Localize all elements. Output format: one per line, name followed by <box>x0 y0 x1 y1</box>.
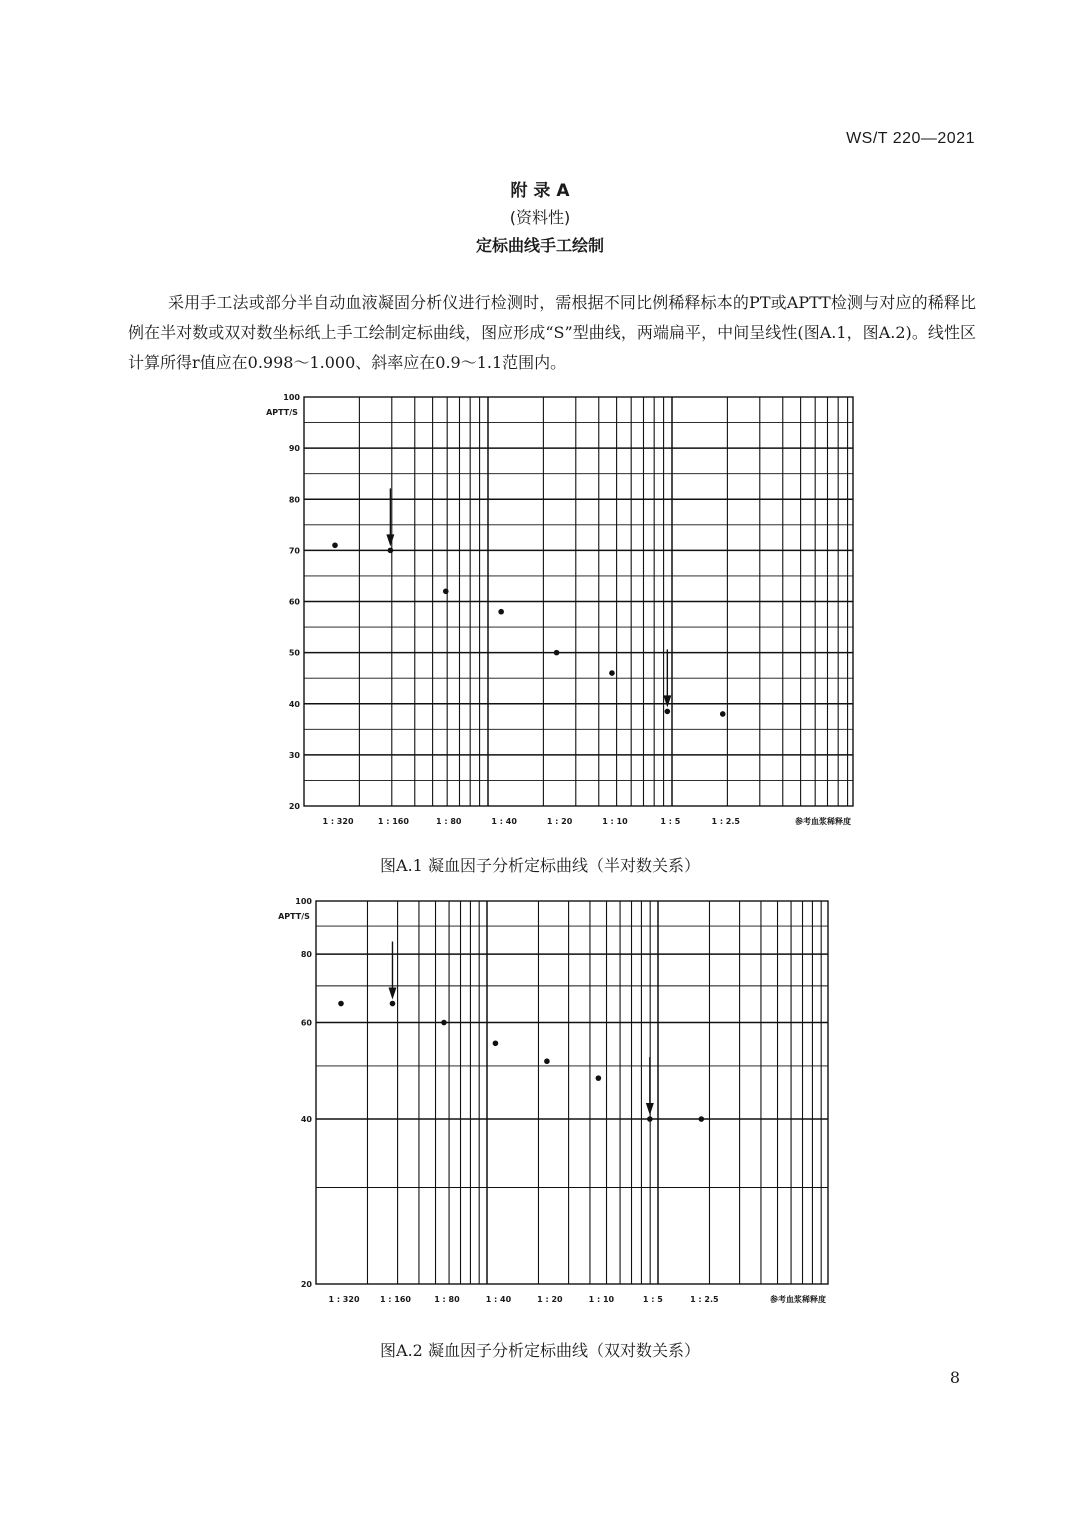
figure-caption-a1: 图A.1 凝血因子分析定标曲线（半对数关系） <box>380 856 700 875</box>
data-point <box>544 1058 550 1064</box>
x-tick-label: 1 : 160 <box>377 817 409 826</box>
x-tick-label: 1 : 320 <box>322 817 354 826</box>
x-tick-label: 1 : 160 <box>379 1295 411 1304</box>
y-axis-label: APTT/S <box>266 408 298 417</box>
y-tick-label: 40 <box>288 699 300 709</box>
x-tick-label: 1 : 80 <box>434 1295 460 1304</box>
x-axis-label: 参考血浆稀释度 <box>795 817 851 826</box>
x-tick-label: 1 : 20 <box>537 1295 563 1304</box>
x-tick-label: 1 : 320 <box>328 1295 360 1304</box>
data-point <box>493 1040 499 1046</box>
y-tick-label: 30 <box>288 750 300 760</box>
y-tick-label: 90 <box>288 444 300 454</box>
y-tick-label: 50 <box>288 648 300 658</box>
page-number: 8 <box>949 1368 960 1387</box>
data-point <box>699 1116 705 1122</box>
y-tick-label: 40 <box>300 1115 312 1125</box>
y-tick-label: 60 <box>288 597 300 607</box>
x-tick-label: 1 : 40 <box>485 1295 512 1304</box>
data-point <box>390 1001 396 1007</box>
y-tick-label: 20 <box>288 802 300 811</box>
arrow-marker <box>388 942 396 1000</box>
x-tick-label: 1 : 40 <box>491 817 517 826</box>
y-tick-label: 80 <box>300 950 312 960</box>
y-tick-label: 70 <box>288 546 300 556</box>
x-tick-label: 1 : 5 <box>642 1295 663 1304</box>
y-tick-label: 20 <box>300 1280 312 1289</box>
appendix-nature: (资料性) <box>509 208 571 227</box>
document-code: WS/T 220—2021 <box>846 130 975 147</box>
data-point <box>338 1001 344 1007</box>
x-tick-label: 1 : 2.5 <box>690 1295 719 1304</box>
appendix-subject: 定标曲线手工绘制 <box>475 236 604 255</box>
appendix-title: 附 录 A <box>510 181 570 201</box>
y-tick-label: 80 <box>288 495 300 505</box>
data-point <box>441 1020 447 1026</box>
body-paragraph: 采用手工法或部分半自动血液凝固分析仪进行检测时，需根据不同比例稀释标本的PT或APTT检测与对应的稀释比例在半对数或双对数坐标纸上手工绘制定标曲线，图应形成“S”型曲线，两端扁平，中间呈线性(图A.1，图A.2)。线性区计算所得r值应在0.998～1.000、斜率应在0.9～1.1范围内。 <box>128 293 976 372</box>
x-tick-label: 1 : 80 <box>436 817 462 826</box>
figure-caption-a2: 图A.2 凝血因子分析定标曲线（双对数关系） <box>380 1341 700 1360</box>
x-axis-label: 参考血浆稀释度 <box>770 1295 826 1304</box>
data-point <box>647 1116 653 1122</box>
x-tick-label: 1 : 2.5 <box>711 817 740 826</box>
data-point <box>596 1075 602 1081</box>
x-tick-label: 1 : 10 <box>588 1295 615 1304</box>
x-tick-label: 1 : 10 <box>602 817 628 826</box>
y-axis-label: APTT/S <box>278 912 310 921</box>
y-tick-label: 100 <box>295 897 312 906</box>
x-tick-label: 1 : 20 <box>546 817 573 826</box>
x-tick-label: 1 : 5 <box>660 817 681 826</box>
y-tick-label: 100 <box>283 393 300 402</box>
y-tick-label: 60 <box>300 1018 312 1028</box>
